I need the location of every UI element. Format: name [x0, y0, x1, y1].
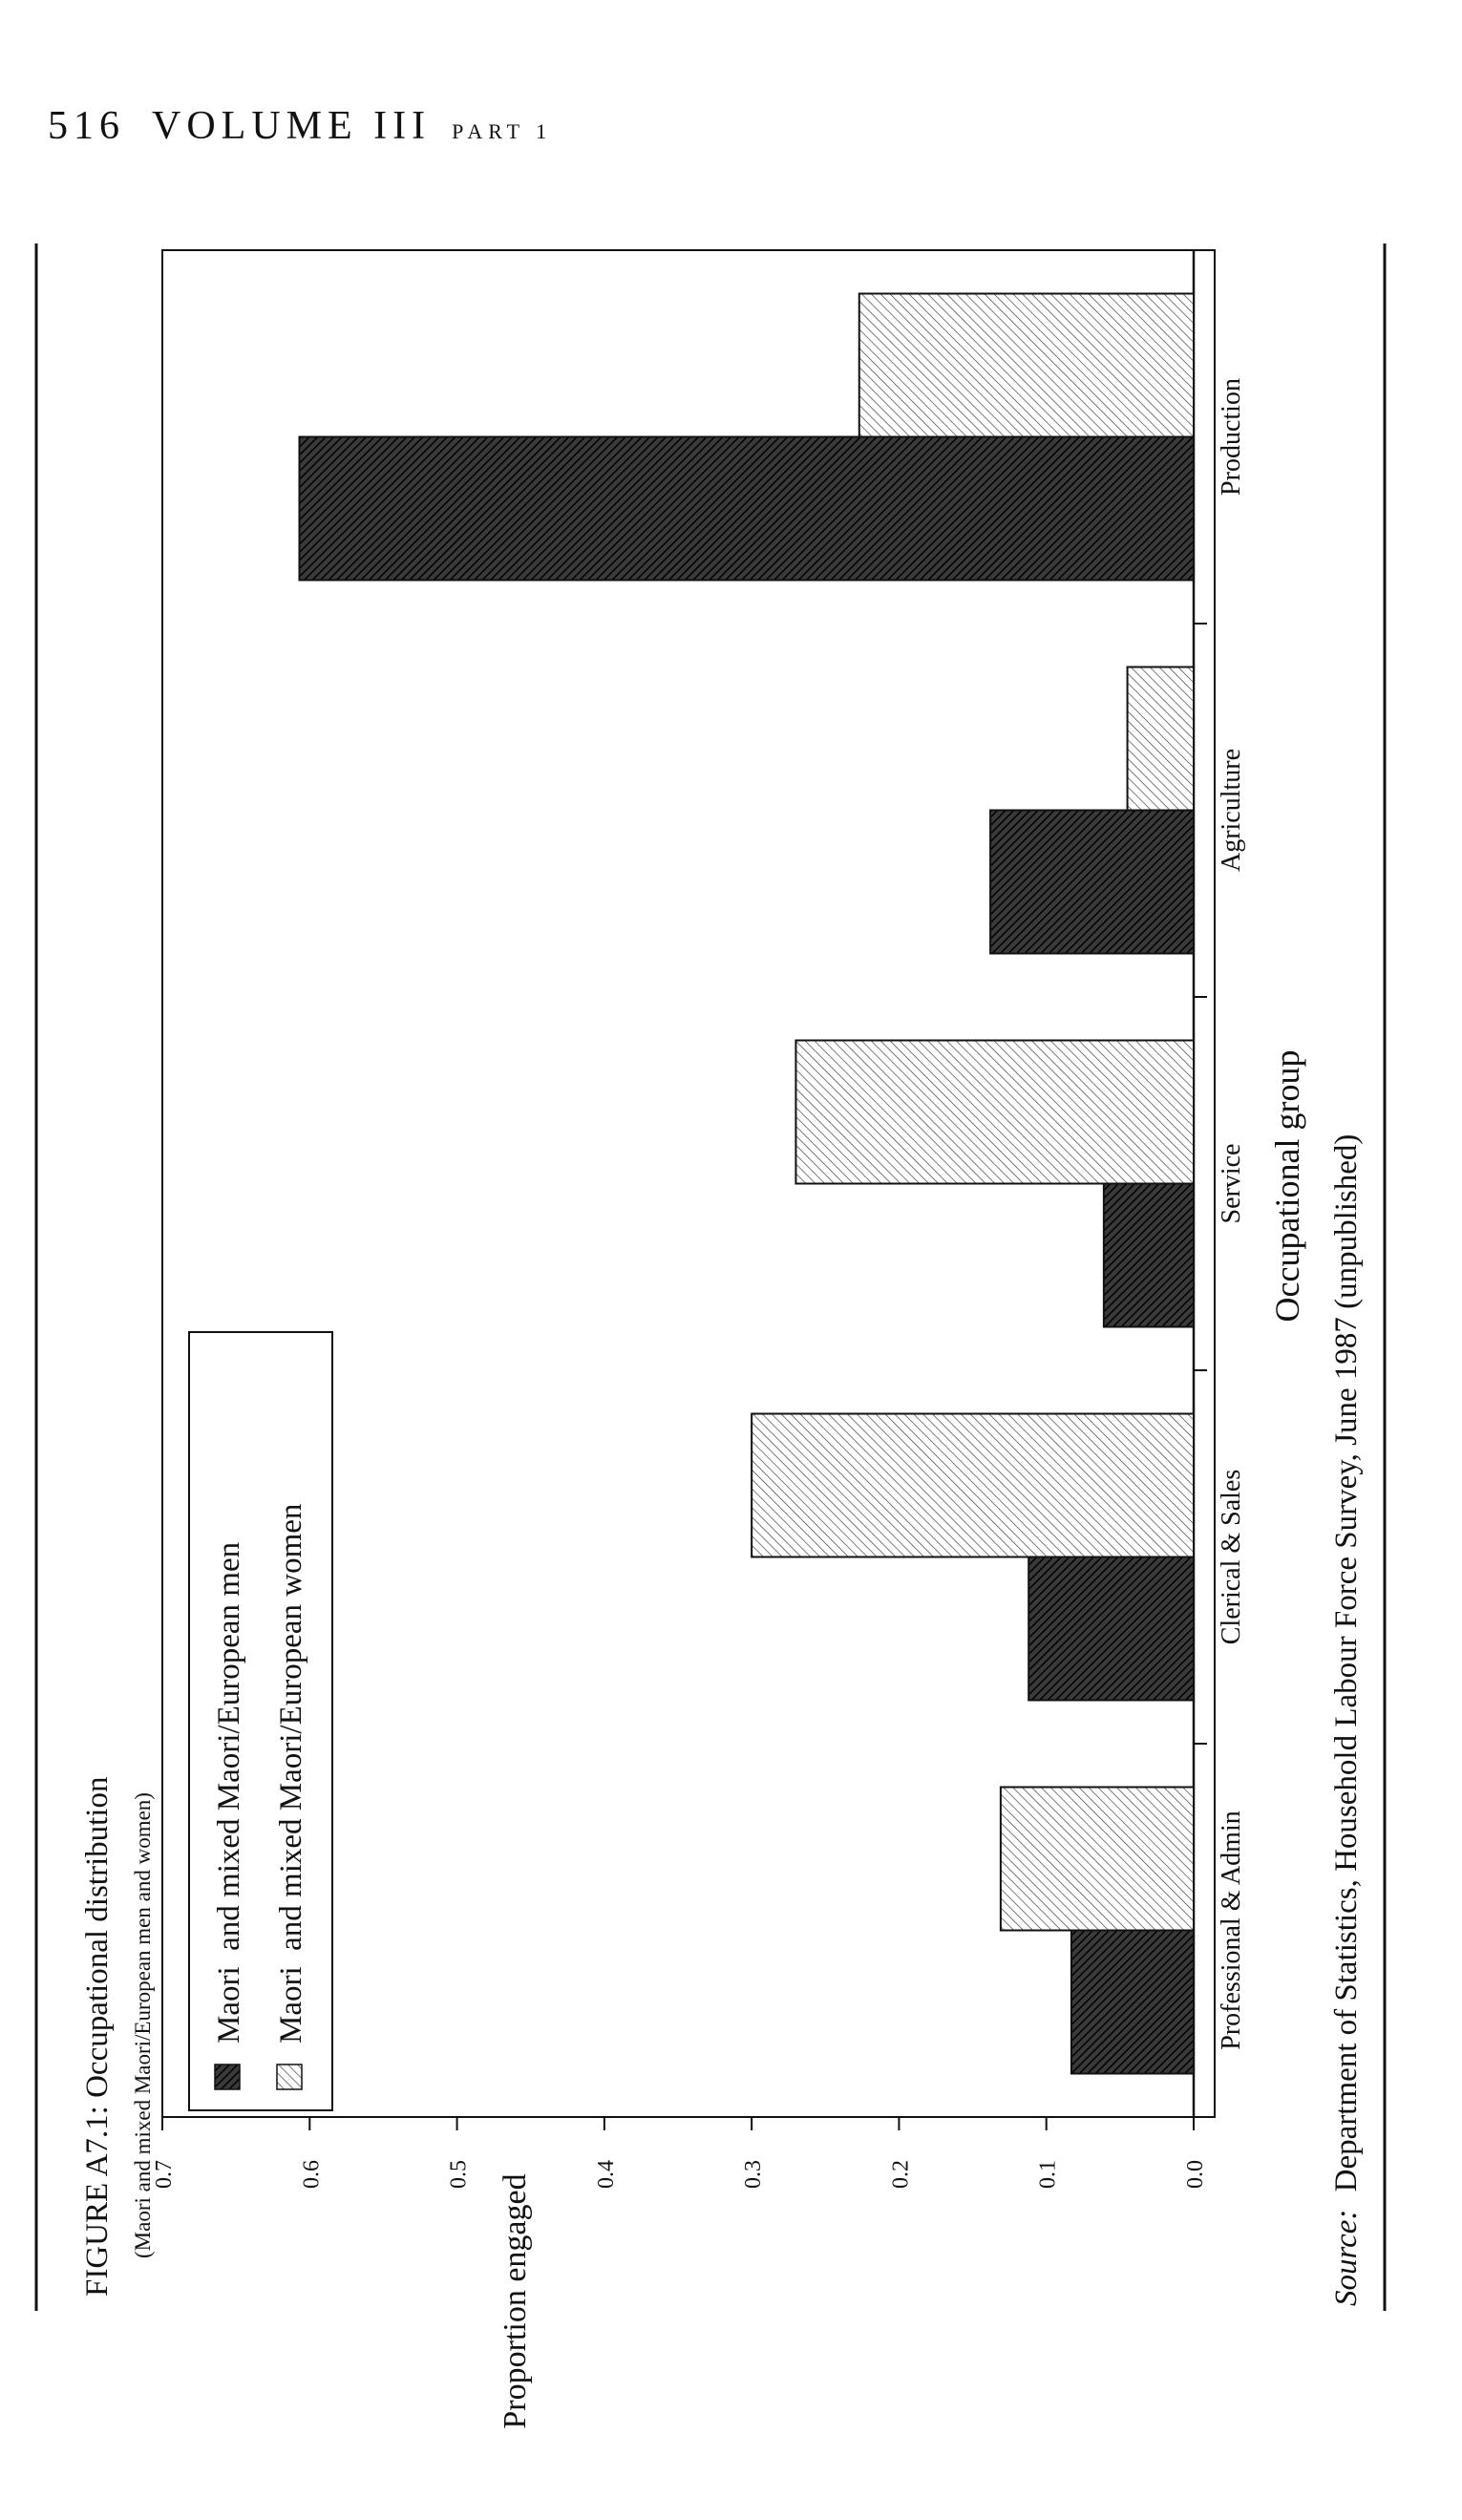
x-axis-label: Occupational group [1268, 1049, 1306, 1323]
legend-label-women: Maori and mixed Maori/European women [274, 1503, 308, 2044]
bar-men [990, 811, 1194, 954]
legend [189, 1332, 332, 2110]
category-label: Agriculture [1217, 748, 1246, 873]
bar-women [1128, 667, 1194, 811]
source-label: Source: [1329, 2209, 1364, 2306]
part-label: PART 1 [452, 119, 553, 143]
bar-men [1071, 1931, 1194, 2074]
y-tick-label: 0.4 [593, 2160, 619, 2189]
legend-box [189, 1332, 332, 2110]
category-label: Professional & Admin [1217, 1811, 1246, 2050]
figure-subtitle: (Maori and mixed Maori/European men and women) [131, 1792, 155, 2258]
y-tick-label: 0.6 [299, 2160, 325, 2189]
bar-women [859, 294, 1194, 437]
source-note [1329, 1134, 1364, 2306]
category-labels [1217, 378, 1246, 2050]
bar-men [1028, 1557, 1194, 1701]
legend-label-men: Maori and mixed Maori/European men [212, 1541, 246, 2044]
bar-women [795, 1041, 1194, 1184]
source-text: Department of Statistics, Household Labour Force Survey, June 1987 (unpublished) [1329, 1133, 1364, 2192]
y-tick-label: 0.1 [1035, 2160, 1061, 2189]
bar-men [1104, 1184, 1194, 1327]
y-tick-label: 0.7 [152, 2160, 177, 2189]
category-label: Service [1217, 1143, 1246, 1224]
category-label: Clerical & Sales [1217, 1469, 1246, 1645]
bar-women [752, 1414, 1194, 1557]
y-tick-label: 0.5 [446, 2160, 472, 2189]
category-label: Production [1217, 378, 1246, 496]
bar-women [1001, 1788, 1194, 1931]
legend-swatch-women [277, 2065, 302, 2089]
bars [299, 294, 1194, 2074]
y-tick-label: 0.0 [1183, 2160, 1208, 2189]
y-tick-label: 0.3 [741, 2160, 767, 2189]
y-axis-label: Proportion engaged [498, 2173, 533, 2429]
volume-label: VOLUME III [152, 104, 432, 148]
bar-men [299, 437, 1194, 581]
figure-title: FIGURE A7.1: Occupational distribution [80, 1776, 115, 2297]
page-number: 516 [48, 104, 125, 148]
y-tick-label: 0.2 [888, 2160, 914, 2189]
legend-swatch-men [215, 2065, 240, 2089]
